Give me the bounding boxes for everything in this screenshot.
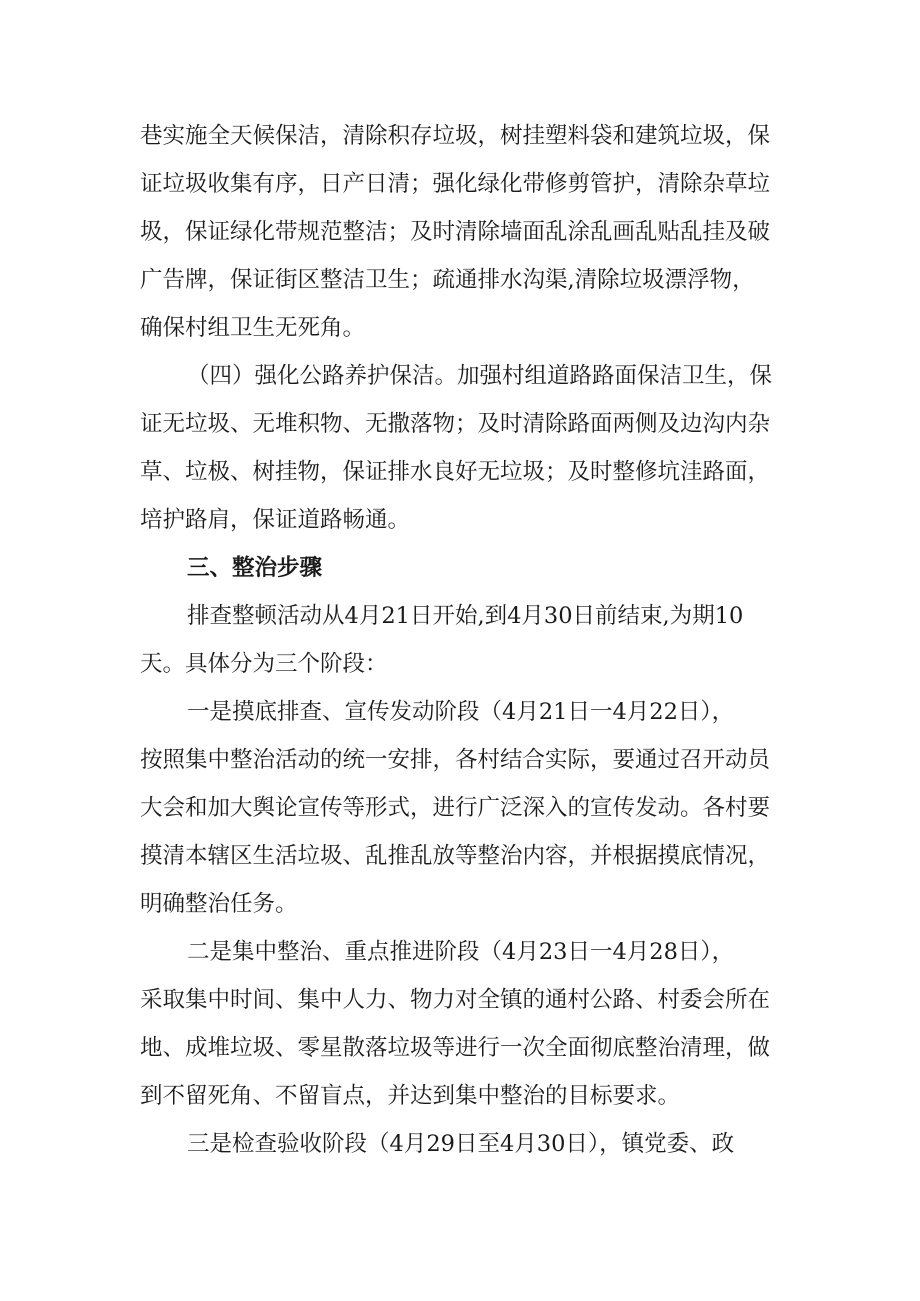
document-body — [140, 112, 795, 1168]
text-line: 证无垃圾、无堆积物、无撒落物；及时清除路面两侧及边沟内杂 — [140, 411, 771, 437]
text-line: 三是检查验收阶段（4月29日至4月30日），镇党委、政 — [187, 1131, 735, 1157]
text-line: 到不留死角、不留盲点，并达到集中整治的目标要求。 — [140, 1083, 681, 1109]
text-line: 地、成堆垃圾、零星散落垃圾等进行一次全面彻底整治清理，做 — [140, 1035, 771, 1061]
text-line: 确保村组卫生无死角。 — [140, 315, 366, 341]
text-line: （四）强化公路养护保洁。加强村组道路路面保洁卫生，保 — [187, 363, 773, 389]
text-line: 采取集中时间、集中人力、物力对全镇的通村公路、村委会所在 — [140, 987, 771, 1013]
text-line: 排查整顿活动从4月21日开始,到4月30日前结束,为期10 — [187, 603, 744, 629]
text-line: 广告牌，保证街区整洁卫生；疏通排水沟渠,清除垃圾漂浮物， — [140, 267, 755, 293]
text-line: 大会和加大舆论宣传等形式，进行广泛深入的宣传发动。各村要 — [140, 795, 771, 821]
text-line: 天。具体分为三个阶段： — [140, 651, 388, 677]
text-line: 圾，保证绿化带规范整洁；及时清除墙面乱涂乱画乱贴乱挂及破 — [140, 219, 771, 245]
section-heading: 三、整治步骤 — [187, 555, 323, 581]
text-line: 巷实施全天候保洁，清除积存垃圾，树挂塑料袋和建筑垃圾，保 — [140, 123, 771, 149]
text-line: 摸清本辖区生活垃圾、乱推乱放等整治内容，并根据摸底情况， — [140, 843, 771, 869]
text-line: 草、垃极、树挂物，保证排水良好无垃圾；及时整修坑洼路面， — [140, 459, 771, 485]
text-line: 一是摸底排查、宣传发动阶段（4月21日一4月22日）， — [187, 699, 735, 725]
text-line: 二是集中整治、重点推进阶段（4月23日一4月28日）， — [187, 939, 735, 965]
text-line: 明确整治任务。 — [140, 891, 298, 917]
text-line: 证垃圾收集有序，日产日清；强化绿化带修剪管护，清除杂草垃 — [140, 171, 771, 197]
text-line: 按照集中整治活动的统一安排，各村结合实际，要通过召开动员 — [140, 747, 771, 773]
text-line: 培护路肩，保证道路畅通。 — [140, 507, 411, 533]
